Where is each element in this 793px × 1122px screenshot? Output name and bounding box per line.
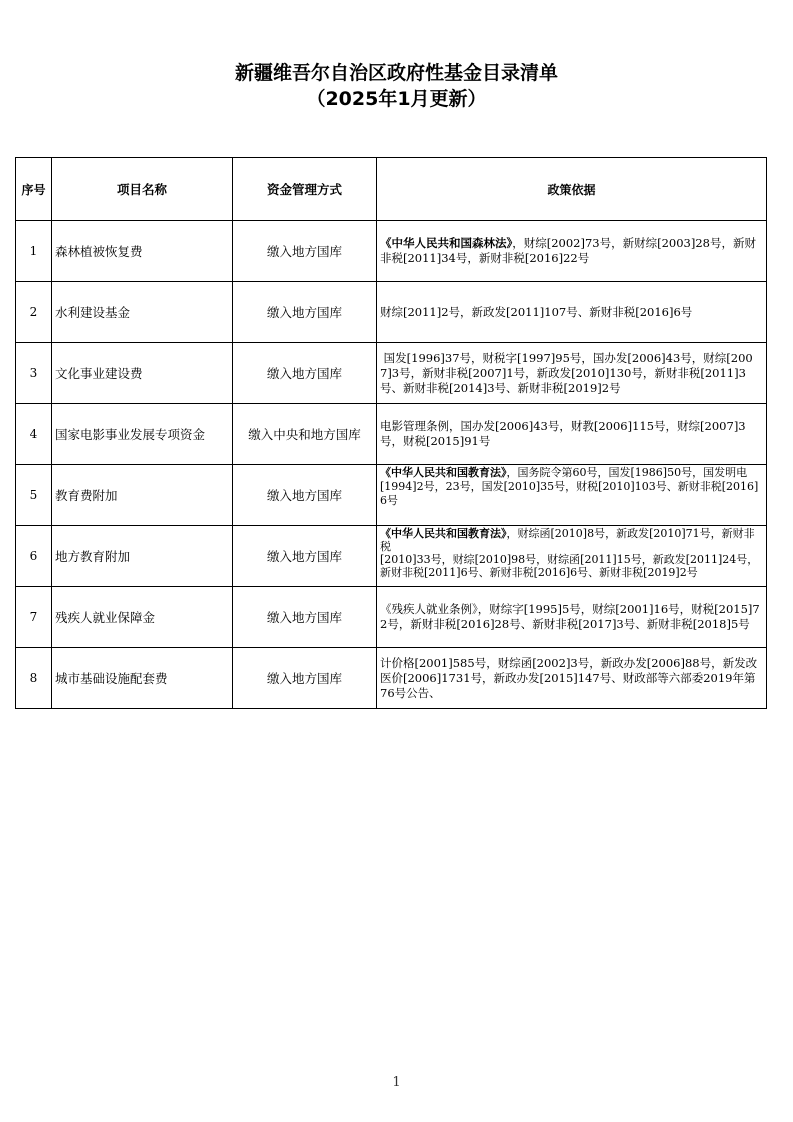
header-name: 项目名称 [52, 158, 233, 221]
title-main: 新疆维吾尔自治区政府性基金目录清单 [234, 62, 558, 84]
fund-catalog-table [15, 157, 767, 709]
row-name: 教育费附加 [52, 465, 233, 526]
row-name: 水利建设基金 [52, 282, 233, 343]
title-subtitle: （2025年1月更新） [306, 88, 487, 110]
basis-text: 国发[1996]37号，财税字[1997]95号，国办发[2006]43号，财综[2007]3号，新财非税[2007]1号，新政发[2010]130号，新财非税[2011]3号、新财非税[2014]3号、新财非税[2019]2号 [380, 350, 753, 395]
table-row [16, 465, 767, 526]
basis-text: 财综[2011]2号，新政发[2011]107号、新财非税[2016]6号 [380, 304, 693, 319]
law-title: 《中华人民共和国教育法》 [380, 527, 507, 540]
row-name: 残疾人就业保障金 [52, 587, 233, 648]
row-basis [377, 526, 767, 587]
row-name: 国家电影事业发展专项资金 [52, 404, 233, 465]
row-name: 城市基础设施配套费 [52, 648, 233, 709]
law-title: 《中华人民共和国森林法》 [380, 236, 513, 250]
row-no: 4 [16, 404, 52, 465]
header-basis: 政策依据 [377, 158, 767, 221]
row-basis [377, 648, 767, 709]
basis-text: 计价格[2001]585号，财综函[2002]3号，新政办发[2006]88号，新发改医价[2006]1731号，新政办发[2015]147号、财政部等六部委2019年第76号公告、 [380, 655, 758, 700]
table-row [16, 404, 767, 465]
row-basis [377, 221, 767, 282]
row-no: 5 [16, 465, 52, 526]
row-mgmt: 缴入地方国库 [233, 587, 377, 648]
row-mgmt: 缴入中央和地方国库 [233, 404, 377, 465]
page-number: 1 [392, 1075, 401, 1090]
row-name: 森林植被恢复费 [52, 221, 233, 282]
row-no: 7 [16, 587, 52, 648]
table-header-row [16, 158, 767, 221]
row-mgmt: 缴入地方国库 [233, 221, 377, 282]
row-basis [377, 587, 767, 648]
row-no: 8 [16, 648, 52, 709]
row-basis [377, 282, 767, 343]
row-basis [377, 465, 767, 526]
row-no: 1 [16, 221, 52, 282]
row-mgmt: 缴入地方国库 [233, 648, 377, 709]
row-no: 2 [16, 282, 52, 343]
table-row [16, 587, 767, 648]
basis-text: ，财综[2002]73号，新财综[2003]28号，新财非税[2011]34号，新财非税[2016]22号 [380, 236, 756, 265]
table-row [16, 282, 767, 343]
row-mgmt: 缴入地方国库 [233, 282, 377, 343]
header-no: 序号 [16, 158, 52, 221]
row-no: 3 [16, 343, 52, 404]
table-row [16, 648, 767, 709]
table-row [16, 221, 767, 282]
row-mgmt: 缴入地方国库 [233, 343, 377, 404]
row-mgmt: 缴入地方国库 [233, 465, 377, 526]
row-name: 文化事业建设费 [52, 343, 233, 404]
basis-text: 《残疾人就业条例》，财综字[1995]5号，财综[2001]16号，财税[2015]72号，新财非税[2016]28号、新财非税[2017]3号、新财非税[2018]5号 [380, 602, 760, 631]
basis-text: ，财综函[2010]8号，新政发[2010]71号，新财非税 [2010]33号，财综[2010]98号，财综函[2011]15号，新政发[2011]24号，新财非税[2011]6号、新财非税[2016]6号、新财非税[2019]2号 [380, 527, 759, 579]
table-row [16, 343, 767, 404]
document-title [0, 60, 793, 112]
law-title: 《中华人民共和国教育法》 [380, 466, 507, 479]
basis-text: 电影管理条例，国办发[2006]43号，财教[2006]115号，财综[2007]3号，财税[2015]91号 [380, 419, 746, 448]
table-row [16, 526, 767, 587]
row-mgmt: 缴入地方国库 [233, 526, 377, 587]
row-basis [377, 343, 767, 404]
row-no: 6 [16, 526, 52, 587]
row-name: 地方教育附加 [52, 526, 233, 587]
header-mgmt: 资金管理方式 [233, 158, 377, 221]
row-basis [377, 404, 767, 465]
basis-text: ，国务院令第60号，国发[1986]50号，国发明电 [1994]2号，23号，国发[2010]35号，财税[2010]103号、新财非税[2016]6号 [380, 466, 759, 507]
